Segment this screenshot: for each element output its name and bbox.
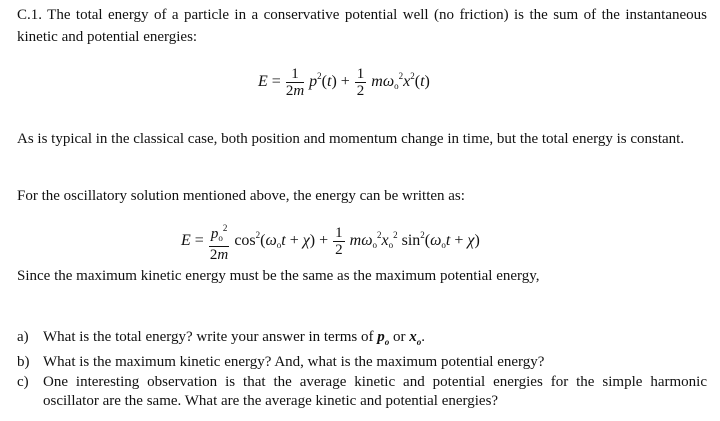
or-word: or: [392, 329, 406, 345]
fraction-p0sq-over-2m: $\frac{p_o^2}{2m}$: [209, 220, 230, 263]
question-marker: c): [17, 374, 29, 390]
question-b: [17, 353, 707, 372]
oscillatory-paragraph: For the oscillatory solution mentioned above, the energy can be written as:: [17, 188, 465, 204]
oscillatory-energy-equation: E = $\frac{p_o^2}{2m}$ $\cos^2(\omega_ot + \chi)$ + $\frac{1}{2}$ $m\omega_o^2x_o^2$ $\sin^2(\omega_ot + \chi)$: [181, 220, 480, 263]
var-p-subscript: o: [384, 337, 390, 347]
total-energy-equation: E = $\frac{1}{2m}$ $p^2(t)$ + $\frac{1}{2}$ $m\omega_o^2x^2(t)$: [258, 66, 430, 99]
fraction-one-half: $\frac{1}{2}$: [356, 66, 365, 99]
fraction-one-half-2: $\frac{1}{2}$: [335, 225, 343, 258]
period: .: [421, 329, 425, 345]
question-marker: b): [17, 354, 30, 370]
question-list: [17, 328, 707, 411]
max-energy-paragraph: Since the maximum kinetic energy must be the same as the maximum potential energy,: [17, 268, 540, 284]
intro-paragraph: C.1. The total energy of a particle in a conservative potential well (no friction) is the sum of the instantaneous kinetic and potential energies:: [17, 7, 707, 45]
fraction-one-over-2m: $\frac{1}{2m}$: [285, 66, 305, 99]
question-text: What is the maximum kinetic energy? And, what is the maximum potential energy?: [43, 354, 545, 370]
var-x-subscript: o: [416, 337, 422, 347]
var-x: x: [409, 329, 417, 345]
question-c: [17, 373, 707, 411]
question-marker: a): [17, 329, 29, 345]
question-text: What is the total energy? write your answer in terms of: [43, 329, 374, 345]
question-a: [17, 328, 707, 352]
question-text: One interesting observation is that the average kinetic and potential energies for the simple harmonic oscillator are the same. What are the average kinetic and potential energies?: [43, 374, 707, 409]
var-p: p: [377, 329, 385, 345]
classical-paragraph: As is typical in the classical case, both position and momentum change in time, but the total energy is constant.: [17, 131, 685, 147]
